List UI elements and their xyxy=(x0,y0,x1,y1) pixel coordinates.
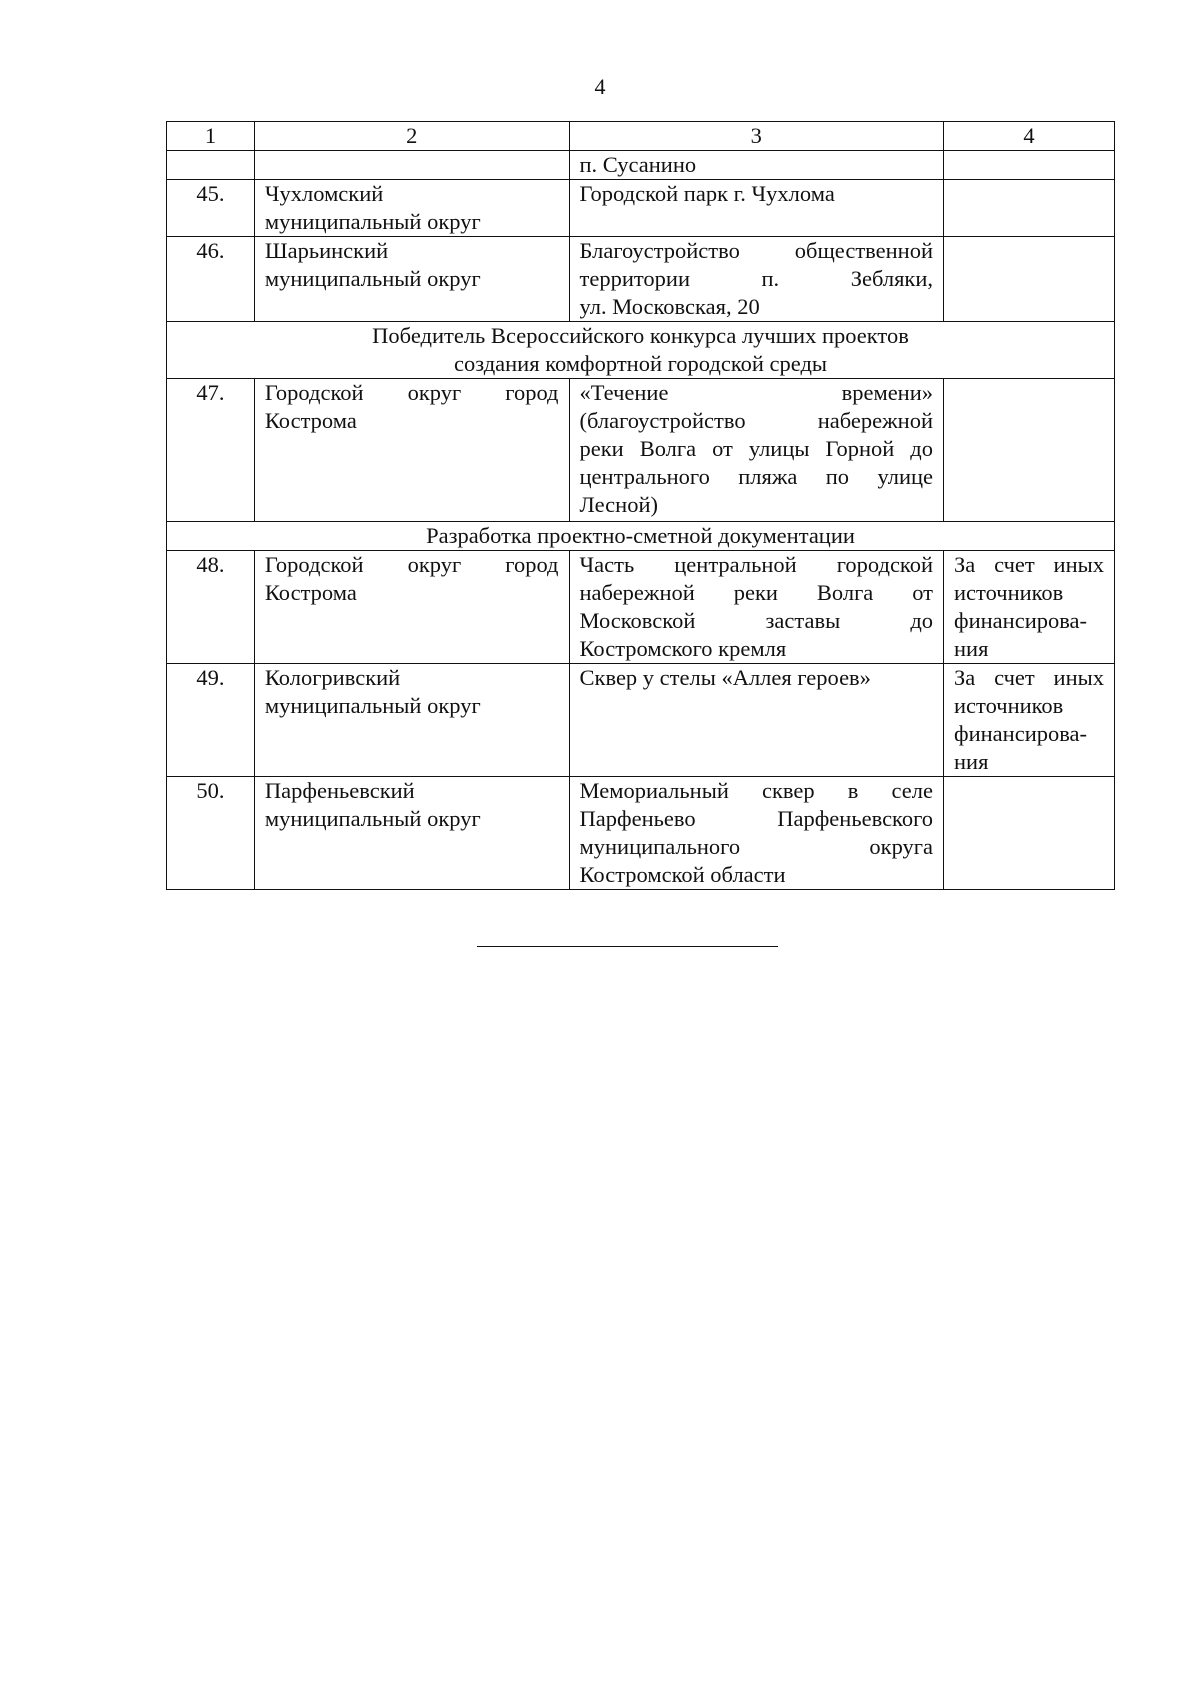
table-row xyxy=(167,237,1115,322)
cell-text-line: Благоустройство общественной xyxy=(579,238,934,263)
cell-text-line: Парфеньевский xyxy=(264,778,415,803)
section-title-design-documentation: Разработка проектно-сметной документации xyxy=(167,522,1115,551)
header-cell-4: 4 xyxy=(944,122,1115,151)
cell-object xyxy=(569,551,944,664)
cell-funding xyxy=(944,237,1115,322)
cell-district xyxy=(254,777,569,890)
cell-text-line: набережной реки Волга от xyxy=(579,580,934,605)
cell-object xyxy=(569,664,944,777)
cell-text-line: реки Волга от улицы Горной до xyxy=(579,436,934,461)
cell-district xyxy=(254,180,569,237)
end-rule xyxy=(477,946,778,947)
table-row xyxy=(167,777,1115,890)
cell-text-line: ния xyxy=(954,749,989,774)
cell-funding xyxy=(944,379,1115,522)
cell-text-line: Парфеньево Парфеньевского xyxy=(579,806,934,831)
cell-text-line: Чухломский xyxy=(264,181,384,206)
cell-text-line: финансирова- xyxy=(954,721,1088,746)
cell-text-line: Московской заставы до xyxy=(579,608,934,633)
cell-district xyxy=(254,151,569,180)
page-number: 4 xyxy=(594,74,606,99)
cell-district xyxy=(254,664,569,777)
cell-num: 48. xyxy=(167,551,255,664)
cell-district xyxy=(254,551,569,664)
cell-num: 45. xyxy=(167,180,255,237)
cell-text-line: (благоустройство набережной xyxy=(579,408,934,433)
cell-district xyxy=(254,237,569,322)
header-cell-2: 2 xyxy=(254,122,569,151)
table-row xyxy=(167,379,1115,522)
cell-object xyxy=(569,379,944,522)
cell-num: 47. xyxy=(167,379,255,522)
cell-text-line: муниципального округа xyxy=(579,834,934,859)
cell-text-line: муниципальный округ xyxy=(264,209,481,234)
header-cell-3: 3 xyxy=(569,122,944,151)
cell-text-line: Кострома xyxy=(264,408,357,433)
cell-text-line: ул. Московская, 20 xyxy=(579,294,760,319)
cell-text-line: финансирова- xyxy=(954,608,1088,633)
table-row xyxy=(167,664,1115,777)
cell-text-line: Часть центральной городской xyxy=(579,552,934,577)
section-row-design-documentation xyxy=(167,522,1115,551)
cell-text-line: Кострома xyxy=(264,580,357,605)
cell-num: 50. xyxy=(167,777,255,890)
cell-funding xyxy=(944,180,1115,237)
cell-text-line: Сквер у стелы «Аллея героев» xyxy=(579,665,871,690)
table-row-continued xyxy=(167,151,1115,180)
section-row-competition-winner xyxy=(167,322,1115,379)
cell-num: 49. xyxy=(167,664,255,777)
cell-text-line: За счет иных xyxy=(954,665,1104,690)
cell-text-line: ния xyxy=(954,636,989,661)
cell-text-line: Костромского кремля xyxy=(579,636,787,661)
cell-text-line: За счет иных xyxy=(954,552,1104,577)
cell-text-line: Городской округ город xyxy=(264,380,559,405)
cell-text-line: Городской парк г. Чухлома xyxy=(579,181,835,206)
cell-funding xyxy=(944,551,1115,664)
cell-district xyxy=(254,379,569,522)
cell-text-line: Городской округ город xyxy=(264,552,559,577)
cell-funding xyxy=(944,151,1115,180)
cell-funding xyxy=(944,664,1115,777)
cell-text-line: Лесной) xyxy=(579,492,658,517)
projects-table xyxy=(166,121,1115,890)
cell-text-line: территории п. Зебляки, xyxy=(579,266,934,291)
cell-object xyxy=(569,180,944,237)
cell-text-line: Мемориальный сквер в селе xyxy=(579,778,934,803)
cell-text-line: муниципальный округ xyxy=(264,693,481,718)
table-header-row xyxy=(167,122,1115,151)
cell-num xyxy=(167,151,255,180)
cell-text-line: муниципальный округ xyxy=(264,806,481,831)
cell-text-line: Шарьинский xyxy=(264,238,389,263)
cell-text-line: источников xyxy=(954,693,1064,718)
table-row xyxy=(167,551,1115,664)
cell-text-line: центрального пляжа по улице xyxy=(579,464,934,489)
cell-object xyxy=(569,777,944,890)
cell-text-line: источников xyxy=(954,580,1064,605)
cell-text-line: Костромской области xyxy=(579,862,786,887)
header-cell-1: 1 xyxy=(167,122,255,151)
cell-num: 46. xyxy=(167,237,255,322)
cell-object: п. Сусанино xyxy=(569,151,944,180)
cell-text-line: муниципальный округ xyxy=(264,266,481,291)
cell-text-line: «Течение времени» xyxy=(579,380,934,405)
cell-text-line: Кологривский xyxy=(264,665,401,690)
cell-object xyxy=(569,237,944,322)
section-title-competition-winner: Победитель Всероссийского конкурса лучших проектов создания комфортной городской среды xyxy=(167,322,1115,379)
table-row xyxy=(167,180,1115,237)
cell-funding xyxy=(944,777,1115,890)
